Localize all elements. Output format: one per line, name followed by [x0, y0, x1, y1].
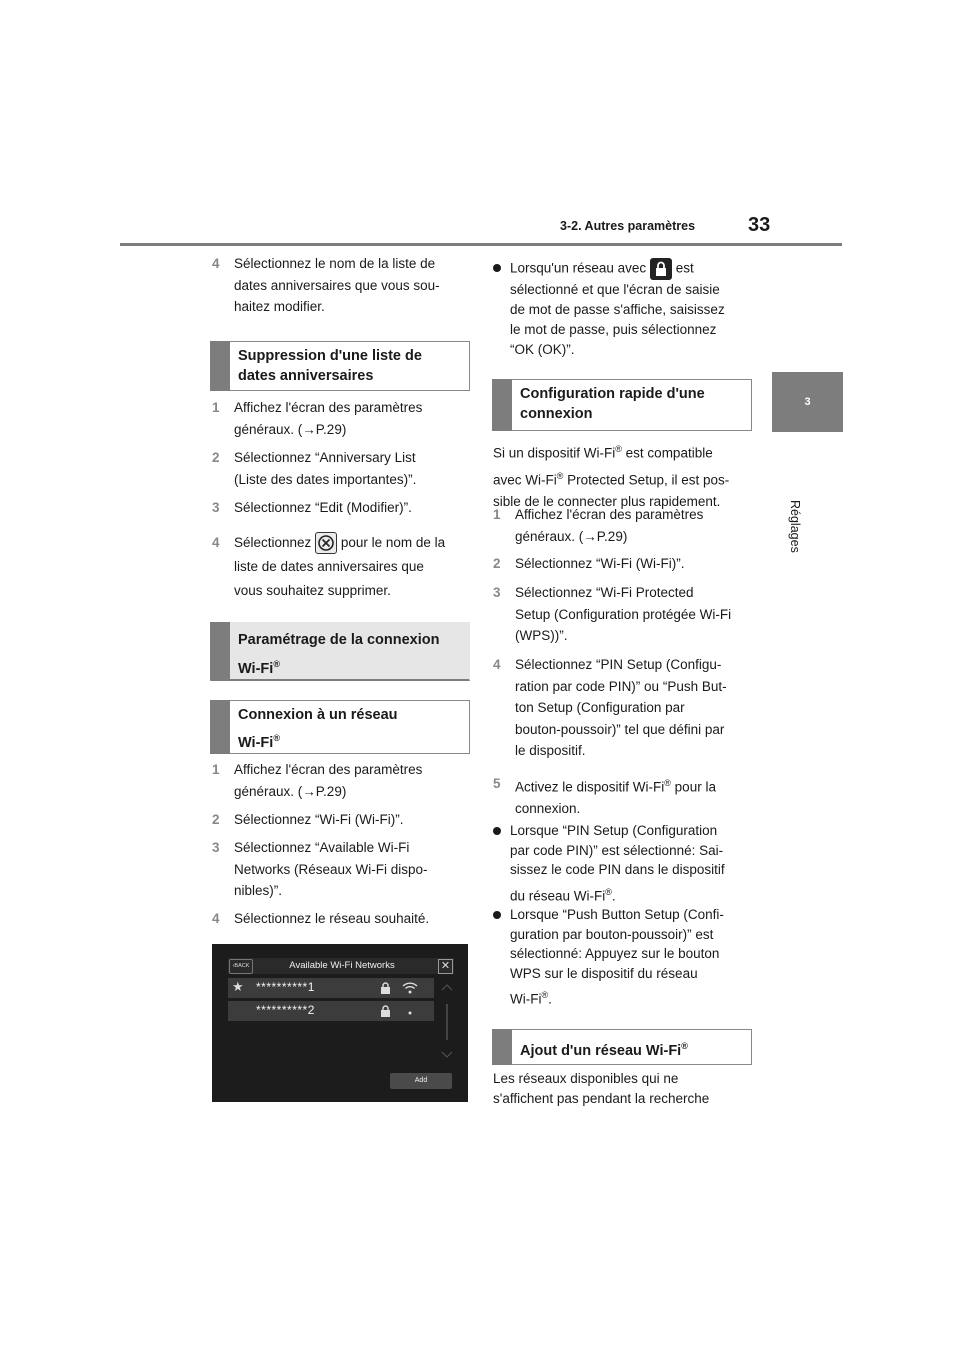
registered-mark: ® — [664, 778, 671, 788]
add-button[interactable]: Add — [390, 1073, 452, 1089]
wifi-signal-weak-icon — [406, 1009, 414, 1015]
registered-mark: ® — [681, 1041, 688, 1051]
heading-text: Wi-Fi — [238, 734, 274, 751]
back-label: BACK — [234, 963, 250, 969]
registered-mark: ® — [273, 659, 280, 669]
bullet-text: le mot de passe, puis sélectionnez — [510, 322, 717, 337]
para-text: Protected Setup, il est pos- — [563, 472, 730, 487]
section-heading — [492, 1029, 752, 1065]
section-heading — [210, 341, 470, 391]
bullet-text: de mot de passe s'affiche, saisissez — [510, 302, 725, 317]
section-heading — [492, 379, 752, 431]
step-text: nibles)”. — [234, 883, 283, 898]
bullet-text: Lorsque “Push Button Setup (Confi- — [510, 907, 724, 922]
step-text: pour la — [670, 779, 716, 795]
heading-bar — [210, 622, 230, 680]
bullet-dot — [493, 264, 501, 272]
step-text: Sélectionnez “PIN Setup (Configu- — [515, 657, 722, 672]
registered-mark: ® — [273, 733, 280, 743]
lock-icon — [650, 258, 672, 280]
registered-mark: ® — [541, 990, 549, 1000]
bullet-text: sélectionné et que l'écran de saisie — [510, 282, 720, 297]
bullet-dot — [493, 911, 501, 919]
chapter-label-container — [774, 440, 814, 553]
chapter-label: Réglages — [788, 500, 802, 553]
step-text: ton Setup (Configuration par — [515, 700, 685, 715]
step-text: bouton-poussoir)” tel que défini par — [515, 721, 725, 737]
heading-text: Configuration rapide d'une — [520, 386, 705, 402]
step-text: Setup (Configuration protégée Wi-Fi — [515, 606, 732, 622]
step-number: 1 — [493, 507, 501, 522]
delete-x-icon — [315, 532, 337, 554]
network-name: **********1 — [256, 980, 315, 994]
heading-text: Suppression d'une liste de — [238, 348, 422, 364]
paragraph — [493, 438, 758, 513]
screen-title: Available Wi-Fi Networks — [289, 960, 395, 971]
wifi-networks-screenshot — [212, 944, 468, 1102]
bullet-text: Lorsque “PIN Setup (Configuration — [510, 823, 718, 838]
step-number: 3 — [212, 500, 220, 515]
bullet-text: Wi-Fi — [510, 991, 542, 1007]
step-text: généraux. (→P.29) — [234, 783, 347, 799]
step-text: Activez le dispositif Wi-Fi — [515, 779, 665, 795]
section-title: 3-2. Autres paramètres — [560, 219, 696, 233]
step-number: 5 — [493, 776, 501, 791]
step-number: 4 — [212, 535, 220, 550]
step-text: Sélectionnez le nom de la liste de — [234, 256, 436, 271]
step-text: liste de dates anniversaires que — [234, 559, 424, 574]
para-text: s'affichent pas pendant la recherche — [493, 1091, 710, 1106]
bullet-text: . — [611, 888, 616, 903]
network-name: **********2 — [256, 1003, 315, 1017]
step-text: (Liste des dates importantes)”. — [234, 471, 417, 487]
step-text: Sélectionnez “Wi-Fi (Wi-Fi)”. — [234, 812, 404, 827]
para-text: est compatible — [621, 445, 713, 461]
heading-text: dates anniversaires — [238, 368, 374, 384]
chapter-number: 3 — [804, 396, 811, 408]
chapter-tab — [772, 372, 843, 432]
heading-text: Ajout d'un réseau Wi-Fi — [520, 1042, 682, 1059]
wifi-signal-icon — [402, 981, 418, 994]
chevron-left-icon: ‹ — [232, 963, 235, 969]
lock-icon — [380, 982, 391, 994]
bullet-text: par code PIN)” est sélectionné: Sai- — [510, 842, 724, 858]
bullet-text: est — [675, 260, 694, 276]
bullet-text: . — [548, 991, 552, 1007]
step-text: connexion. — [515, 801, 581, 816]
favorite-star-icon: ★ — [232, 979, 244, 994]
step-text: Affichez l'écran des paramètres — [234, 762, 423, 777]
step-text: généraux. (→P.29) — [515, 528, 628, 544]
step-text: Sélectionnez “Available Wi-Fi — [234, 840, 410, 855]
step-text: généraux. (→P.29) — [234, 421, 347, 437]
bullet-text: WPS sur le dispositif du réseau — [510, 965, 698, 981]
step-text: Sélectionnez “Wi-Fi Protected — [515, 585, 694, 600]
step-text: ration par code PIN)” ou “Push But- — [515, 678, 727, 694]
heading-text: Connexion à un réseau — [238, 707, 398, 723]
step-text: Sélectionnez le réseau souhaité. — [234, 911, 430, 926]
bullet-text: du réseau Wi-Fi — [510, 888, 606, 903]
step-text: pour le nom de la — [340, 535, 446, 550]
para-text: Les réseaux disponibles qui ne — [493, 1071, 679, 1086]
step-text: Sélectionnez “Edit (Modifier)”. — [234, 500, 412, 515]
bullet-text: Lorsqu'un réseau avec — [510, 260, 647, 276]
registered-mark: ® — [556, 470, 564, 481]
bullet-text: guration par bouton-poussoir)” est — [510, 926, 714, 942]
bullet-dot — [493, 827, 501, 835]
close-icon: ✕ — [440, 960, 451, 972]
back-button[interactable] — [229, 959, 253, 974]
lock-icon — [380, 1005, 391, 1017]
header-divider — [120, 243, 842, 246]
step-text: le dispositif. — [515, 743, 586, 758]
step-number: 4 — [212, 911, 220, 926]
registered-mark: ® — [605, 886, 612, 897]
step-text: vous souhaitez supprimer. — [234, 583, 391, 598]
step-number: 4 — [212, 256, 220, 271]
step-text: Affichez l'écran des paramètres — [515, 507, 704, 522]
heading-bar — [492, 1029, 512, 1065]
heading-text: connexion — [520, 406, 593, 422]
para-text: sible de le connecter plus rapidement. — [493, 494, 721, 509]
heading-text: Wi-Fi — [238, 660, 274, 677]
step-number: 4 — [493, 657, 501, 672]
step-text: Networks (Réseaux Wi-Fi dispo- — [234, 861, 428, 877]
step-text: Affichez l'écran des paramètres — [234, 400, 423, 415]
bullet-text: sissez le code PIN dans le dispositif — [510, 862, 725, 877]
close-button[interactable] — [438, 959, 453, 974]
step-text: (WPS))”. — [515, 628, 568, 643]
network-row[interactable] — [228, 978, 434, 998]
para-text: Si un dispositif Wi-Fi — [493, 445, 616, 461]
paragraph — [493, 1069, 758, 1109]
bullet-text: sélectionné: Appuyez sur le bouton — [510, 946, 720, 961]
bullet-text: “OK (OK)”. — [510, 342, 575, 357]
heading-text: Paramétrage de la connexion — [238, 632, 440, 648]
step-text: dates anniversaires que vous sou- — [234, 277, 440, 293]
step-text: haitez modifier. — [234, 299, 325, 314]
network-row[interactable] — [228, 1001, 434, 1021]
registered-mark: ® — [615, 444, 622, 454]
step-number: 1 — [212, 400, 220, 415]
page-number: 33 — [748, 214, 771, 236]
section-heading-major — [210, 622, 470, 681]
step-number: 2 — [212, 450, 220, 465]
heading-bar — [492, 379, 512, 431]
section-heading — [210, 700, 470, 754]
step-number: 3 — [493, 585, 501, 600]
step-text: Sélectionnez “Anniversary List — [234, 450, 416, 465]
heading-bar — [210, 700, 230, 754]
step-number: 1 — [212, 762, 220, 777]
step-number: 3 — [212, 840, 220, 855]
step-number: 2 — [493, 556, 501, 571]
para-text: avec Wi-Fi — [493, 472, 557, 487]
step-text: Sélectionnez — [234, 535, 312, 550]
heading-bar — [210, 341, 230, 391]
scrollbar[interactable] — [440, 982, 454, 1062]
step-number: 2 — [212, 812, 220, 827]
step-text: Sélectionnez “Wi-Fi (Wi-Fi)”. — [515, 556, 685, 571]
